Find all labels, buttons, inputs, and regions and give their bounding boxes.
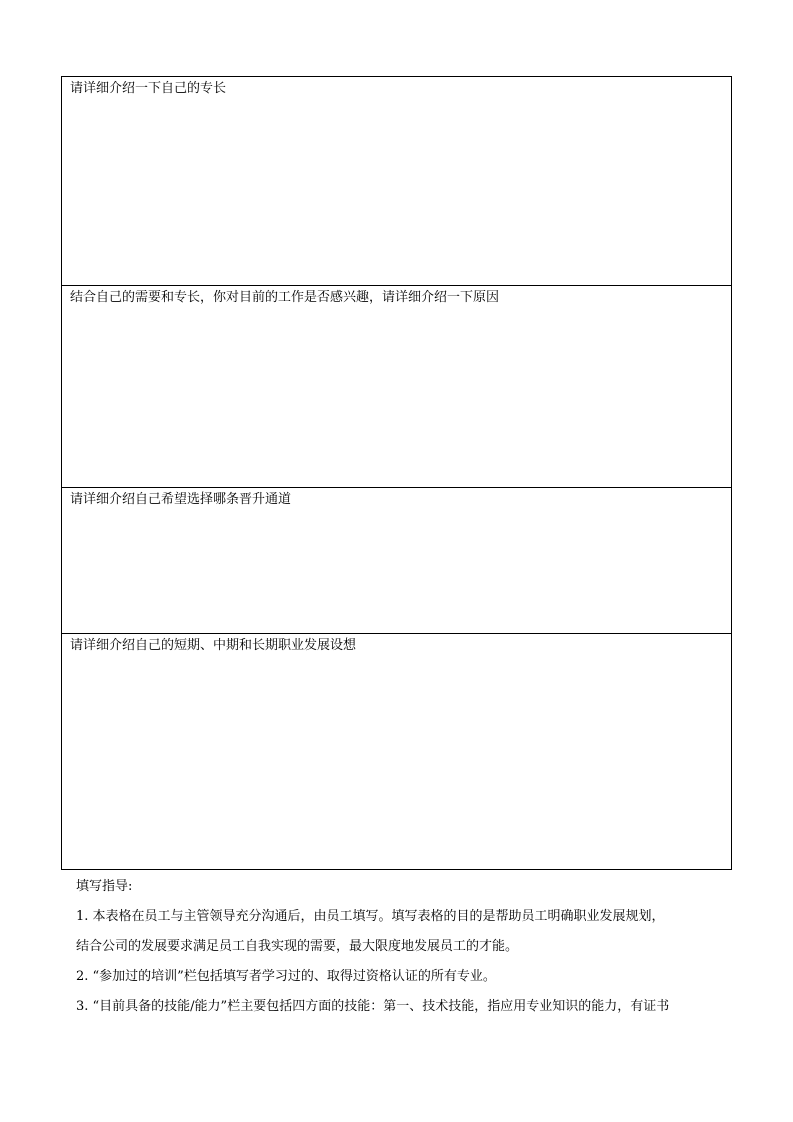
- form-row-specialty[interactable]: [62, 77, 731, 285]
- row-label-specialty: 请详细介绍一下自己的专长: [70, 81, 227, 96]
- guide-line-2: 2. “参加过的培训”栏包括填写者学习过的、取得过资格认证的所有专业。: [76, 969, 496, 984]
- guide-line-3: 3. “目前具备的技能/能力”栏主要包括四方面的技能：第一、技术技能，指应用专业知识的能力，有证书: [76, 999, 670, 1014]
- row-label-promotion-channel: 请详细介绍自己希望选择哪条晋升通道: [70, 492, 292, 507]
- form-row-job-interest[interactable]: [62, 285, 731, 487]
- form-row-promotion-channel[interactable]: [62, 487, 731, 633]
- career-development-form-table: [61, 76, 732, 870]
- form-row-career-plan[interactable]: [62, 633, 731, 869]
- guide-title: 填写指导:: [76, 879, 133, 894]
- row-label-career-plan: 请详细介绍自己的短期、中期和长期职业发展设想: [70, 638, 357, 653]
- guide-line-1: 1. 本表格在员工与主管领导充分沟通后，由员工填写。填写表格的目的是帮助员工明确职业发展规划，: [76, 909, 665, 924]
- guide-line-1-cont: 结合公司的发展要求满足员工自我实现的需要，最大限度地发展员工的才能。: [76, 939, 519, 954]
- row-label-job-interest: 结合自己的需要和专长，你对目前的工作是否感兴趣，请详细介绍一下原因: [70, 290, 500, 305]
- filling-guide: [76, 878, 736, 1028]
